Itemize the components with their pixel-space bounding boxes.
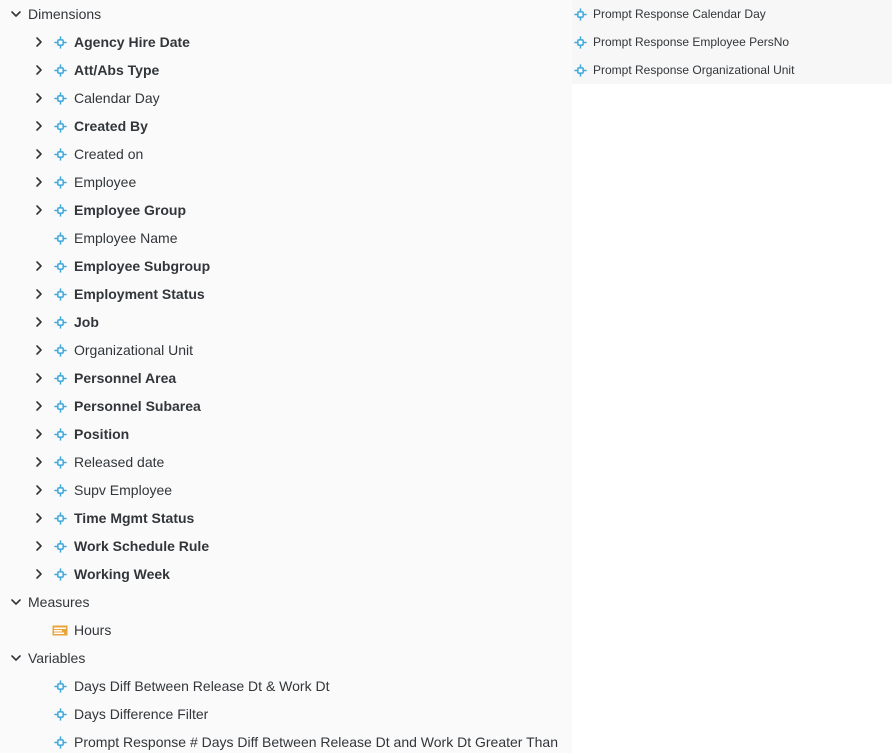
dimension-label: Employment Status: [74, 286, 205, 302]
dimension-icon: [52, 510, 68, 526]
dimension-label: Personnel Area: [74, 370, 177, 386]
dimension-item[interactable]: [0, 308, 572, 336]
measure-icon: [52, 624, 68, 636]
dimension-icon: [52, 174, 68, 190]
selected-field-item[interactable]: [572, 56, 892, 84]
dimension-item[interactable]: [0, 224, 572, 252]
dimension-label: Att/Abs Type: [74, 62, 160, 78]
dimension-label: Job: [74, 314, 99, 330]
dimension-item[interactable]: [0, 196, 572, 224]
chevron-right-icon[interactable]: [32, 35, 46, 49]
dimension-label: Organizational Unit: [74, 342, 194, 358]
chevron-right-icon[interactable]: [32, 147, 46, 161]
dimension-item[interactable]: [0, 252, 572, 280]
dimension-label: Work Schedule Rule: [74, 538, 210, 554]
dimension-label: Personnel Subarea: [74, 398, 201, 414]
dimension-item[interactable]: [0, 280, 572, 308]
dimension-label: Employee: [74, 174, 137, 190]
chevron-right-icon[interactable]: [32, 483, 46, 497]
chevron-right-icon[interactable]: [32, 343, 46, 357]
dimension-icon: [52, 230, 68, 246]
dimension-label: Created on: [74, 146, 144, 162]
dimension-item[interactable]: [0, 476, 572, 504]
dimension-label: Employee Subgroup: [74, 258, 211, 274]
dimension-label: Released date: [74, 454, 165, 470]
dimension-icon: [52, 34, 68, 50]
dimension-icon: [572, 34, 588, 50]
chevron-down-icon[interactable]: [9, 595, 23, 609]
dimension-label: Employee Group: [74, 202, 187, 218]
dimension-icon: [52, 342, 68, 358]
dimension-icon: [52, 734, 68, 750]
chevron-placeholder: [32, 735, 46, 749]
chevron-placeholder: [32, 231, 46, 245]
dimension-icon: [572, 62, 588, 78]
dimension-item[interactable]: [0, 504, 572, 532]
selected-field-item[interactable]: [572, 28, 892, 56]
chevron-right-icon[interactable]: [32, 259, 46, 273]
selected-field-item[interactable]: [572, 0, 892, 28]
dimension-icon: [52, 314, 68, 330]
category-label: Variables: [28, 650, 86, 666]
selected-field-label: Prompt Response Employee PersNo: [593, 35, 790, 49]
dimension-item[interactable]: [0, 364, 572, 392]
chevron-down-icon[interactable]: [9, 651, 23, 665]
dimension-item[interactable]: [0, 168, 572, 196]
dimension-label: Agency Hire Date: [74, 34, 190, 50]
chevron-right-icon[interactable]: [32, 539, 46, 553]
variable-item[interactable]: [0, 672, 572, 700]
dimension-icon: [52, 202, 68, 218]
chevron-right-icon[interactable]: [32, 399, 46, 413]
dimension-item[interactable]: [0, 532, 572, 560]
dimension-label: Working Week: [74, 566, 170, 582]
dimension-icon: [52, 706, 68, 722]
variable-item[interactable]: [0, 728, 572, 753]
chevron-right-icon[interactable]: [32, 203, 46, 217]
category-label: Dimensions: [28, 6, 102, 22]
chevron-right-icon[interactable]: [32, 567, 46, 581]
dimension-label: Employee Name: [74, 230, 178, 246]
category-label: Measures: [28, 594, 90, 610]
dimension-icon: [52, 286, 68, 302]
chevron-right-icon[interactable]: [32, 511, 46, 525]
dimension-icon: [52, 398, 68, 414]
dimension-icon: [52, 678, 68, 694]
dimension-icon: [572, 6, 588, 22]
chevron-down-icon[interactable]: [9, 7, 23, 21]
chevron-right-icon[interactable]: [32, 91, 46, 105]
chevron-right-icon[interactable]: [32, 175, 46, 189]
chevron-right-icon[interactable]: [32, 315, 46, 329]
measure-item[interactable]: [0, 616, 572, 644]
variable-label: Days Difference Filter: [74, 706, 209, 722]
chevron-right-icon[interactable]: [32, 119, 46, 133]
dimension-icon: [52, 538, 68, 554]
dimension-icon: [52, 146, 68, 162]
dimension-item[interactable]: [0, 336, 572, 364]
variable-label: Days Diff Between Release Dt & Work Dt: [74, 678, 330, 694]
chevron-right-icon[interactable]: [32, 427, 46, 441]
selected-field-label: Prompt Response Calendar Day: [593, 7, 766, 21]
chevron-right-icon[interactable]: [32, 455, 46, 469]
measure-label: Hours: [74, 622, 112, 638]
dimension-icon: [52, 62, 68, 78]
category-measures[interactable]: [0, 588, 572, 616]
chevron-right-icon[interactable]: [32, 63, 46, 77]
selected-fields-panel: [572, 0, 892, 84]
chevron-placeholder: [32, 623, 46, 637]
dimension-item[interactable]: [0, 112, 572, 140]
selected-field-label: Prompt Response Organizational Unit: [593, 63, 795, 77]
dimension-item[interactable]: [0, 84, 572, 112]
dimension-icon: [52, 426, 68, 442]
dimension-icon: [52, 118, 68, 134]
chevron-right-icon[interactable]: [32, 371, 46, 385]
dimension-label: Position: [74, 426, 130, 442]
dimension-icon: [52, 454, 68, 470]
dimension-icon: [52, 258, 68, 274]
dimension-item[interactable]: [0, 140, 572, 168]
chevron-placeholder: [32, 679, 46, 693]
dimension-item[interactable]: [0, 56, 572, 84]
dimension-icon: [52, 370, 68, 386]
variable-label: Prompt Response # Days Diff Between Release Dt and Work Dt Greater Than: [74, 734, 559, 750]
dimension-label: Calendar Day: [74, 90, 160, 106]
dimension-label: Supv Employee: [74, 482, 173, 498]
dimension-label: Created By: [74, 118, 148, 134]
chevron-placeholder: [32, 707, 46, 721]
dimension-icon: [52, 90, 68, 106]
variable-item[interactable]: [0, 700, 572, 728]
dimension-item[interactable]: [0, 560, 572, 588]
category-variables[interactable]: [0, 644, 572, 672]
dimension-item[interactable]: [0, 392, 572, 420]
dimension-item[interactable]: [0, 448, 572, 476]
chevron-right-icon[interactable]: [32, 287, 46, 301]
dimension-label: Time Mgmt Status: [74, 510, 195, 526]
dimension-item[interactable]: [0, 28, 572, 56]
category-dimensions[interactable]: [0, 0, 572, 28]
dimension-icon: [52, 482, 68, 498]
dimension-item[interactable]: [0, 420, 572, 448]
dimension-icon: [52, 566, 68, 582]
